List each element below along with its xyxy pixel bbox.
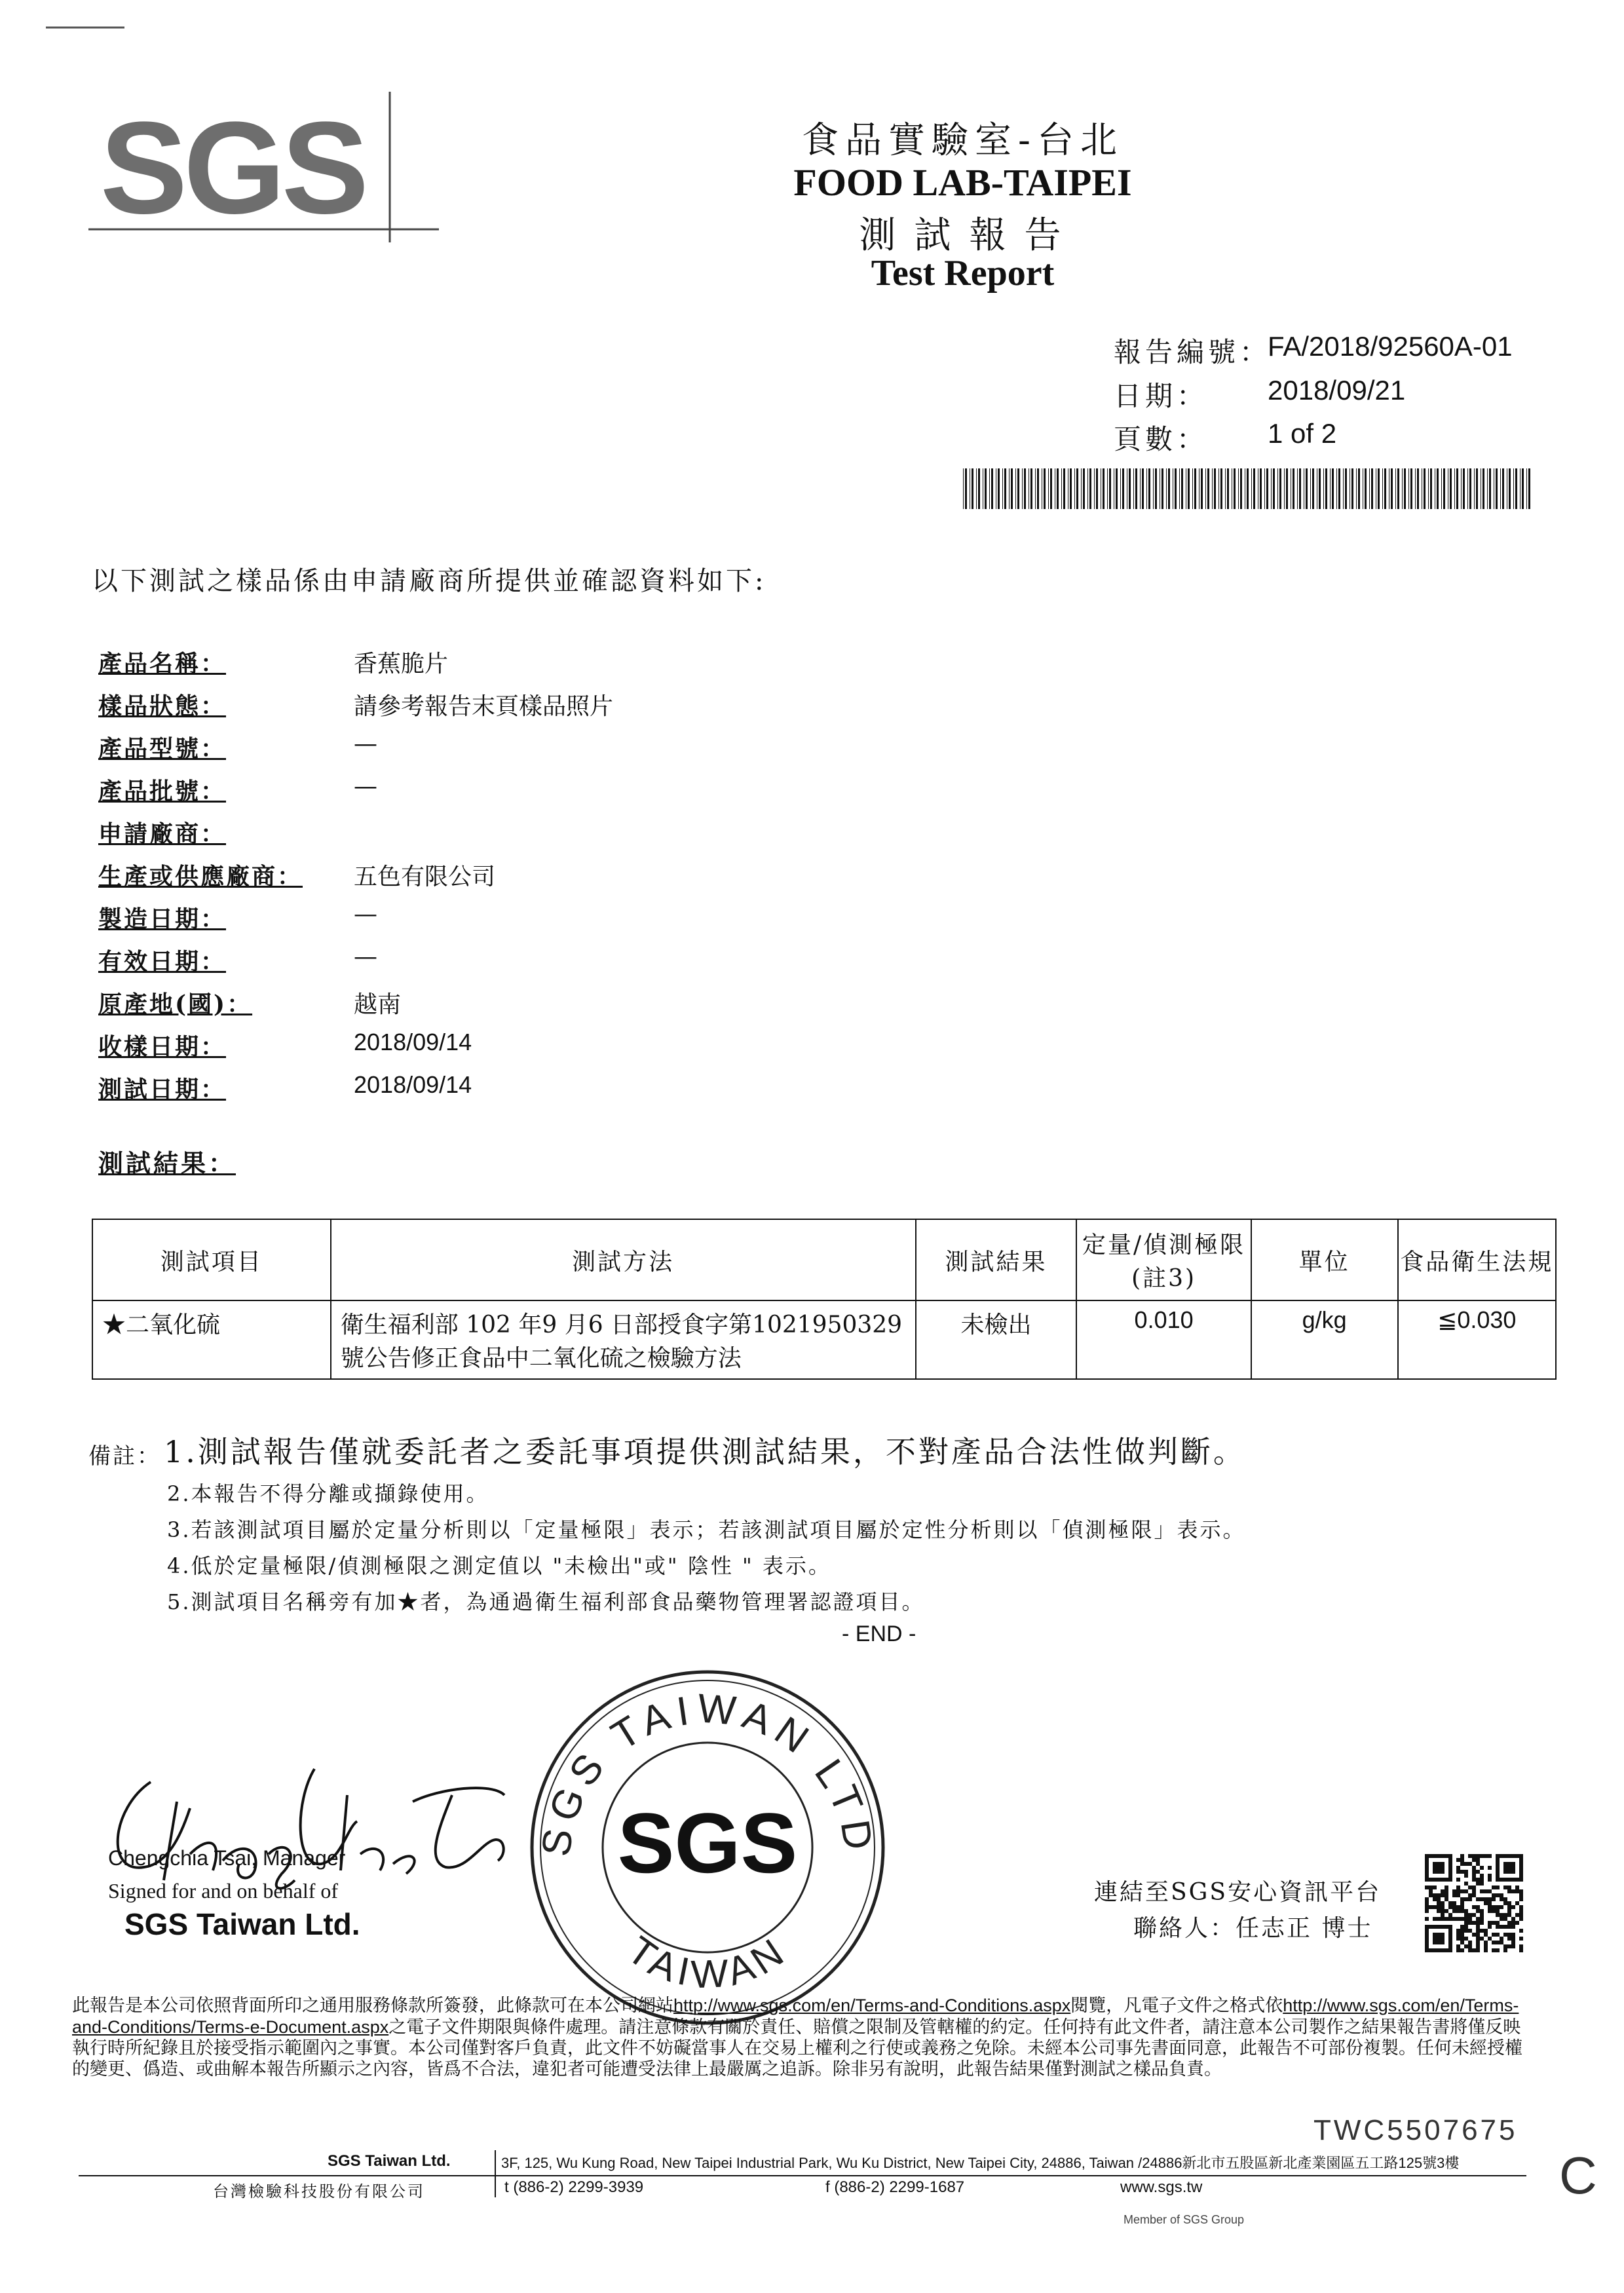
svg-text:SGS TAIWAN LTD: SGS TAIWAN LTD (533, 1686, 882, 1859)
footer-website[interactable]: www.sgs.tw (1120, 2178, 1203, 2196)
results-title: 測試結果： (98, 1148, 236, 1178)
col-header-unit: 單位 (1251, 1219, 1398, 1300)
field-value-expiry: — (354, 943, 377, 970)
field-label-model: 產品型號： (98, 735, 227, 763)
page-count: 1 of 2 (1268, 418, 1337, 449)
field-label-product-name: 產品名稱： (98, 650, 227, 677)
report-no: FA/2018/92560A-01 (1268, 331, 1513, 362)
svg-text:SGS: SGS (100, 95, 366, 241)
disclaimer-text-2: 閱覽，凡電子文件之格式依 (1070, 1996, 1283, 2016)
cell-regulation: ≦0.030 (1398, 1300, 1556, 1379)
col-header-limit: 定量/偵測極限(註3) (1076, 1219, 1251, 1300)
report-no-label: 報告編號： (1114, 336, 1272, 368)
signer-name: Chengchia Tsai, Manager (108, 1846, 346, 1870)
field-label-batch: 產品批號： (98, 778, 227, 805)
note-4: 4.低於定量極限/偵測極限之測定值以 "未檢出"或" 陰性 " 表示。 (167, 1553, 831, 1578)
scan-mark (46, 25, 144, 30)
date-label: 日期： (1114, 380, 1209, 412)
info-platform-link[interactable]: 連結至SGS安心資訊平台 (1094, 1879, 1382, 1906)
cell-method: 衛生福利部 102 年9 月6 日部授食字第1021950329號公告修正食品中二氧化硫之檢驗方法 (331, 1300, 916, 1379)
qr-code[interactable] (1425, 1854, 1523, 1952)
disclaimer-text-1: 此報告是本公司依照背面所印之通用服務條款所簽發，此條款可在本公司網站 (72, 1996, 673, 2016)
pages-label: 頁數： (1114, 423, 1209, 455)
col-header-method: 測試方法 (331, 1219, 916, 1300)
field-value-sample-state: 請參考報告末頁樣品照片 (354, 693, 614, 720)
footer-fax: f (886-2) 2299-1687 (825, 2178, 965, 2196)
document-number: TWC5507675 (1313, 2114, 1518, 2146)
footer-company-en: SGS Taiwan Ltd. (328, 2152, 451, 2170)
field-label-mfg-date: 製造日期： (98, 905, 227, 933)
field-label-test-date: 測試日期： (98, 1076, 227, 1103)
results-table (92, 1219, 1557, 1380)
col-header-regulation: 食品衛生法規 (1398, 1219, 1556, 1300)
footer-divider-horizontal (79, 2175, 1526, 2176)
note-5: 5.測試項目名稱旁有加★者，為通過衛生福利部食品藥物管理署認證項目。 (167, 1589, 925, 1614)
field-label-applicant: 申請廠商： (98, 820, 227, 848)
report-title-zh: 測試報告 (859, 214, 1080, 257)
lab-title-en: FOOD LAB-TAIPEI (793, 161, 1132, 204)
col-header-result: 測試結果 (916, 1219, 1077, 1300)
field-value-test-date: 2018/09/14 (354, 1071, 472, 1098)
footer-company-zh: 台灣檢驗科技股份有限公司 (213, 2182, 425, 2201)
cell-unit: g/kg (1251, 1300, 1398, 1379)
field-label-sample-state: 樣品狀態： (98, 692, 227, 720)
field-label-received-date: 收樣日期： (98, 1033, 227, 1061)
col-header-item: 測試項目 (92, 1219, 331, 1300)
field-value-manufacturer: 五色有限公司 (354, 863, 496, 890)
intro-text: 以下測試之樣品係由申請廠商所提供並確認資料如下: (92, 566, 766, 596)
disclaimer-text-3: 之電子文件期限與條件處理。請注意條款有關於責任、賠償之限制及管轄權的約定。任何持有此文件者，請注意本公司製作之結果報告書將僅反映執行時所紀錄且於接受指示範圍內之事實。本公司僅對客戶負責，此文件不妨礙當事人在交易上權利之行使或義務之免除。未經本公司事先書面同意，此報告不可部份複製。任何未經授權的變更、僞造、或曲解本報告所顯示之內容，皆爲不合法，違犯者可能遭受法律上最嚴厲之追訴。除非另有說明，此報告結果僅對測試之樣品負責。 (72, 2017, 1522, 2079)
footer-member: Member of SGS Group (1124, 2213, 1245, 2226)
end-mark: - END - (842, 1621, 916, 1646)
field-value-mfg-date: — (354, 901, 377, 928)
field-value-model: — (354, 730, 377, 757)
lab-title-zh: 食品實驗室-台北 (802, 119, 1124, 162)
table-header-row (92, 1219, 1556, 1300)
footer-address: 3F, 125, Wu Kung Road, New Taipei Industrial Park, Wu Ku District, New Taipei City, 24886, Taiwan /24886新北市五股區新北產業園區五工路125號3樓 (501, 2155, 1460, 2171)
field-label-expiry: 有效日期： (98, 948, 227, 976)
disclaimer (72, 1995, 1533, 2080)
field-value-batch: — (354, 773, 377, 800)
company-seal-stamp (524, 1664, 891, 2031)
barcode (963, 468, 1533, 509)
cell-limit: 0.010 (1076, 1300, 1251, 1379)
note-1: 1.測試報告僅就委託者之委託事項提供測試結果，不對產品合法性做判斷。 (164, 1434, 1246, 1469)
cell-result: 未檢出 (916, 1300, 1077, 1379)
note-2: 2.本報告不得分離或擷錄使用。 (167, 1481, 489, 1506)
svg-text:SGS: SGS (617, 1795, 798, 1891)
terms-e-document-link[interactable]: http://www.sgs.com/en/Terms-and-Conditions/Terms-e-Document.aspx (72, 1996, 1519, 2037)
contact-person: 聯絡人：任志正 博士 (1133, 1915, 1373, 1942)
terms-link[interactable]: http://www.sgs.com/en/Terms-and-Conditions.aspx (673, 1996, 1071, 2015)
note-3: 3.若該測試項目屬於定量分析則以「定量極限」表示；若該測試項目屬於定性分析則以「偵測極限」表示。 (167, 1517, 1246, 1542)
field-label-manufacturer: 生產或供應廠商： (98, 863, 303, 890)
cell-item: ★二氧化硫 (92, 1300, 331, 1379)
footer-divider-vertical (495, 2150, 496, 2197)
field-value-origin: 越南 (354, 991, 402, 1018)
field-value-product-name: 香蕉脆片 (354, 651, 449, 677)
field-value-received-date: 2018/09/14 (354, 1029, 472, 1055)
field-label-origin: 原產地(國)： (98, 991, 253, 1018)
svg-text:TAIWAN: TAIWAN (620, 1927, 795, 1997)
footer-phone: t (886-2) 2299-3939 (504, 2178, 644, 2196)
report-date: 2018/09/21 (1268, 375, 1406, 406)
table-row (92, 1300, 1556, 1379)
signer-company: SGS Taiwan Ltd. (124, 1907, 360, 1941)
report-title-en: Test Report (871, 253, 1055, 294)
edge-mark: C (1559, 2146, 1597, 2205)
signed-on-behalf: Signed for and on behalf of (108, 1879, 339, 1903)
notes-prefix: 備註： (88, 1443, 161, 1469)
